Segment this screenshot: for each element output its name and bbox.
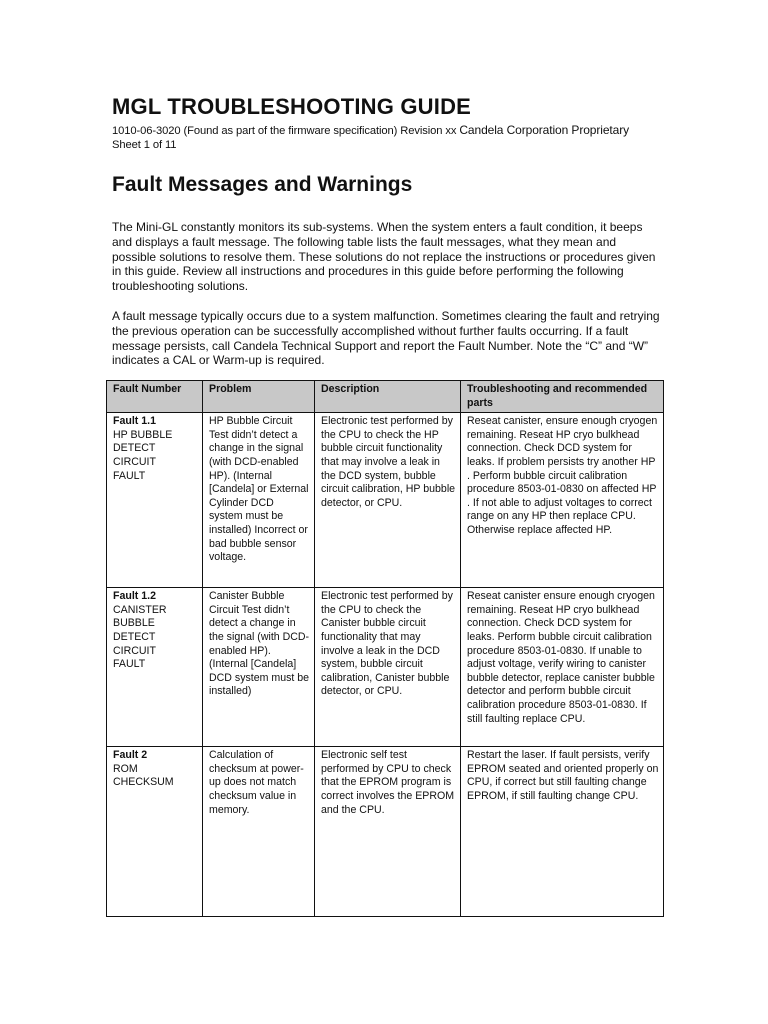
company-proprietary: Candela Corporation Proprietary: [459, 123, 630, 137]
fault-number: Fault 1.2: [113, 590, 156, 603]
fault-name: HP BUBBLE DETECT CIRCUIT FAULT: [113, 428, 173, 482]
sheet-number: Sheet 1 of 11: [112, 139, 177, 151]
header-fault-number: Fault Number: [107, 381, 203, 413]
document-page: [112, 94, 662, 368]
troubleshooting-cell: Reseat canister ensure enough cryogen remaining. Reseat HP cryo bulkhead connection. Check DCD system for leaks. Perform bubble circuit calibration procedure 8503-01-0830. If unable to adjust voltage, verify wiring to canister bubble detector, replace canister bubble detector and perform bubble circuit calibration procedure 8503-01-0830. If still faulting replace CPU.: [461, 588, 664, 747]
header-problem: Problem: [203, 381, 315, 413]
troubleshooting-cell: Reseat canister, ensure enough cryogen remaining. Reseat HP cryo bulkhead connection. Check DCD system for leaks. If problem persists try another HP . Perform bubble circuit calibration procedure 8503-01-0830 on affected HP . If not able to adjust voltages to correct range on any HP then replace CPU. Otherwise replace affected HP.: [461, 413, 664, 588]
fault-number-cell: [107, 413, 203, 588]
fault-number: Fault 1.1: [113, 415, 156, 428]
header-troubleshooting: Troubleshooting and recommended parts: [461, 381, 664, 413]
intro-paragraph: The Mini-GL constantly monitors its sub-systems. When the system enters a fault condition, it beeps and displays a fault message. The following table lists the fault messages, what they mean and possible solutions to resolve them. These solutions do not replace the instructions or procedures given in this guide. Review all instructions and procedures in this guide before performing the following troubleshooting solutions.: [112, 220, 656, 294]
fault-table: [106, 380, 664, 917]
fault-info-paragraph: A fault message typically occurs due to a system malfunction. Sometimes clearing the fault and retrying the previous operation can be successfully accomplished without further faults occurring. If a fault message persists, call Candela Technical Support and report the Fault Number. Note the “C” and “W” indicates a CAL or Warm-up is required.: [112, 308, 660, 368]
document-title: MGL TROUBLESHOOTING GUIDE: [112, 94, 472, 119]
document-number-revision: 1010-06-3020 (Found as part of the firmware specification) Revision xx: [112, 125, 457, 137]
description-cell: Electronic test performed by the CPU to check the Canister bubble circuit functionality that may involve a leak in the DCD system, bubble circuit calibration, Canister bubble detector, or CPU.: [315, 588, 461, 747]
fault-number-cell: [107, 747, 203, 917]
fault-name: CANISTER BUBBLE DETECT CIRCUIT FAULT: [113, 603, 167, 671]
table-row: [107, 747, 664, 917]
section-title: Fault Messages and Warnings: [112, 173, 413, 196]
problem-cell: Canister Bubble Circuit Test didn’t detect a change in the signal (with DCD-enabled HP). (Internal [Candela] DCD system must be installed): [203, 588, 315, 747]
header-description: Description: [315, 381, 461, 413]
table-header-row: [107, 381, 664, 413]
document-meta: [112, 123, 662, 152]
problem-cell: HP Bubble Circuit Test didn’t detect a change in the signal (with DCD-enabled HP). (Internal [Candela] or External Cylinder DCD system must be installed) Incorrect or bad bubble sensor voltage.: [203, 413, 315, 588]
fault-number: Fault 2: [113, 749, 148, 762]
fault-number-cell: [107, 588, 203, 747]
troubleshooting-cell: Restart the laser. If fault persists, verify EPROM seated and oriented properly on CPU, if correct but still faulting change EPROM, if still faulting change CPU.: [461, 747, 664, 917]
table-row: [107, 588, 664, 747]
description-cell: Electronic self test performed by CPU to check that the EPROM program is correct involves the EPROM and the CPU.: [315, 747, 461, 917]
description-cell: Electronic test performed by the CPU to check the HP bubble circuit functionality that may involve a leak in the DCD system, bubble circuit calibration, HP bubble detector, or CPU.: [315, 413, 461, 588]
problem-cell: Calculation of checksum at power-up does not match checksum value in memory.: [203, 747, 315, 917]
table-row: [107, 413, 664, 588]
fault-name: ROM CHECKSUM: [113, 762, 174, 789]
